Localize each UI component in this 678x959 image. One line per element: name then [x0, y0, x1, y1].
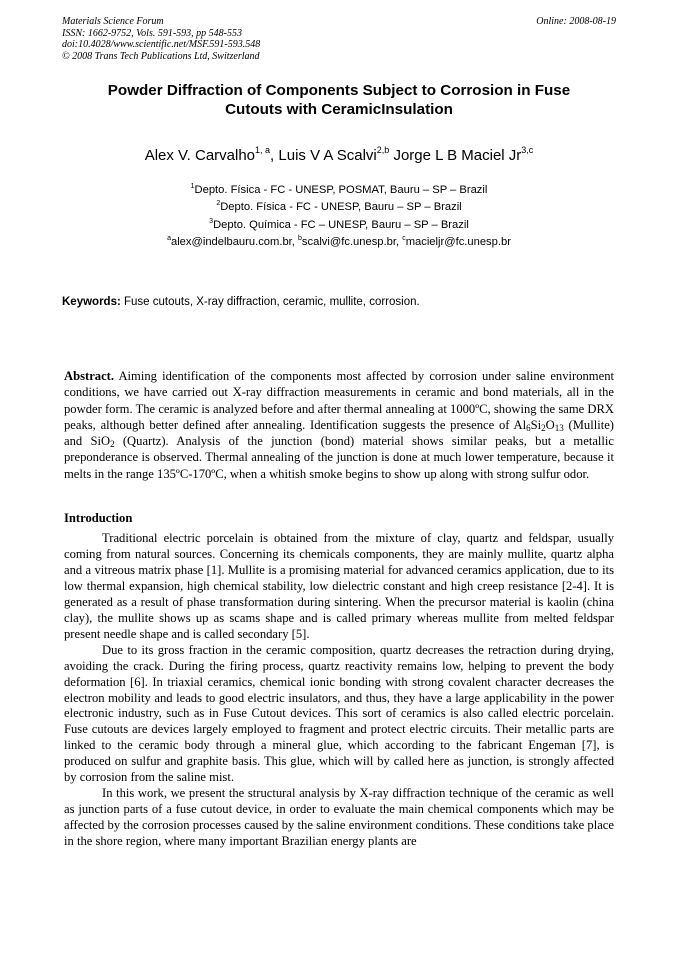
email-mark: b	[298, 234, 302, 242]
keywords	[62, 295, 616, 309]
journal-doi: doi:10.4028/www.scientific.net/MSF.591-593.548	[62, 39, 261, 50]
email-address: scalvi@fc.unesp.br,	[301, 235, 403, 248]
section-heading: Introduction	[64, 511, 133, 525]
affiliation-line	[62, 197, 616, 214]
journal-header	[62, 16, 616, 62]
title-line-1: Powder Diffraction of Components Subject to Corrosion in Fuse	[107, 82, 571, 99]
abstract-text: Aiming identification of the components most affected by corrosion under saline environment conditions, we have carried out X-ray diffraction measurements in ceramic and bond materials, all in the powder form. The ceramic is analyzed before and after thermal annealing at 1000ºC, showing the same DRX peaks, although better defined after annealing. Identification suggests the presence of Al	[64, 369, 614, 432]
journal-copyright: © 2008 Trans Tech Publications Ltd, Switzerland	[62, 50, 260, 62]
affiliation-text: Depto. Química - FC – UNESP, Bauru – SP – Brazil	[213, 218, 469, 231]
email-address: macieljr@fc.unesp.br	[405, 235, 511, 248]
abstract	[64, 368, 614, 482]
author-list	[62, 141, 616, 165]
affiliation-mark: 3	[209, 217, 214, 225]
affiliation-text: Depto. Física - FC - UNESP, POSMAT, Bauru – SP – Brazil	[194, 184, 488, 196]
abstract-text: O	[545, 417, 555, 432]
abstract-label: Abstract.	[64, 369, 115, 383]
keywords-label: Keywords:	[62, 296, 121, 308]
author-affiliation-mark: 1, a	[255, 145, 271, 155]
author-name: , Luis V A Scalvi	[270, 147, 377, 164]
affiliation-text: Depto. Física - FC - UNESP, Bauru – SP – Brazil	[220, 201, 462, 214]
journal-name: Materials Science Forum	[62, 16, 164, 27]
formula-subscript: 2	[110, 439, 115, 450]
author-name: Alex V. Carvalho	[144, 147, 256, 164]
keywords-text: Fuse cutouts, X-ray diffraction, ceramic, mullite, corrosion.	[120, 296, 420, 308]
affiliations	[62, 180, 616, 249]
affiliation-mark: 2	[216, 200, 221, 208]
formula-subscript: 2	[541, 422, 546, 433]
abstract-text: (Mullite) and SiO	[64, 417, 614, 449]
email-line	[62, 232, 616, 249]
online-date: Online: 2008-08-19	[536, 16, 616, 27]
introduction-body	[64, 531, 614, 850]
formula-subscript: 6	[526, 422, 531, 433]
journal-issn: ISSN: 1662-9752, Vols. 591-593, pp 548-553	[62, 27, 242, 39]
paragraph: Due to its gross fraction in the ceramic composition, quartz decreases the retraction during drying, avoiding the crack. During the firing process, quartz reactivity remains low, helping to prevent the body deformation [6]. In triaxial ceramics, chemical ionic bonding with strong covalent character decreases the electron mobility and leads to good electric insulators, and thus, they have a large applicability in the power electronic industry, such as in Fuse Cutout devices. This sort of ceramics is also called electric porcelain. Fuse cutouts are devices largely employed to fragment and protect electric circuits. Their metallic parts are linked to the ceramic body through a mineral glue, which according to the fabricant Engeman [7], is produced on sulfur and graphite basis. This glue, which will by called here as junction, is strongly affected by corrosion from the saline mist.	[64, 642, 614, 785]
title-line-2: Cutouts with CeramicInsulation	[225, 101, 453, 118]
author-affiliation-mark: 2,b	[376, 145, 390, 155]
email-mark: a	[167, 234, 171, 242]
email-mark: c	[402, 234, 406, 242]
author-affiliation-mark: 3,c	[521, 145, 534, 155]
paragraph: Traditional electric porcelain is obtained from the mixture of clay, quartz and feldspar, usually coming from natural sources. Concerning its chemicals components, they are mainly mullite, quartz alpha and a vitreous matrix phase [1]. Mullite is a promising material for advanced ceramics application, due to its low thermal expansion, high chemical stability, low dielectric constant and high creep resistance [2-4]. It is generated as a result of phase transformation during sintering. When the precursor material is kaolin (china clay), the mullite shows up as scams shape and is called primary whereas mullite from melted feldspar present needle shape and is called secondary [5].	[64, 531, 614, 641]
paragraph: In this work, we present the structural analysis by X-ray diffraction technique of the ceramic as well as junction parts of a fuse cutout device, in order to evaluate the main chemical components which may be affected by the corrosion processes caused by the saline environment conditions. These conditions take place in the shore region, where many important Brazilian energy plants are	[64, 786, 614, 849]
abstract-text: Si	[530, 417, 542, 432]
affiliation-line	[62, 215, 616, 232]
paper-title	[62, 81, 616, 119]
affiliation-mark: 1	[190, 183, 195, 190]
abstract-text: (Quartz). Analysis of the junction (bond) material shows similar peaks, but a metallic preponderance is observed. Thermal annealing of the junction is done at much lower temperature, because it melts in the range 135ºC-170ºC, when a whitish smoke begins to show up along with strong sulfur odor.	[64, 434, 614, 481]
author-name: Jorge L B Maciel Jr	[389, 147, 522, 164]
formula-subscript: 13	[554, 422, 564, 433]
email-address: alex@indelbauru.com.br,	[170, 235, 298, 248]
affiliation-line	[62, 180, 616, 197]
